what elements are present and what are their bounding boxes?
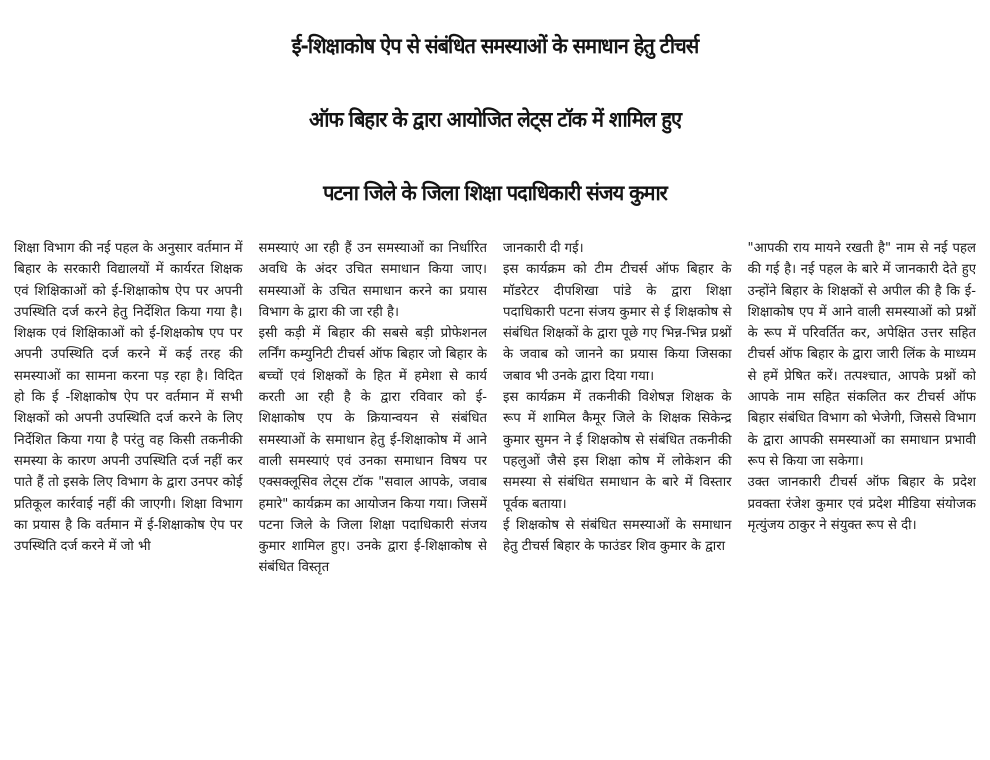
column-4-paragraph-2: उक्त जानकारी टीचर्स ऑफ बिहार के प्रदेश प्रवक्ता रंजेश कुमार एवं प्रदेश मीडिया संयोजक मृत्युंजय ठाकुर ने संयुक्त रूप से दी।	[747, 475, 976, 533]
article-column-4	[748, 238, 977, 753]
headline-line-2: ऑफ बिहार के द्वारा आयोजित लेट्स टॉक में शामिल हुए	[308, 106, 682, 132]
column-3-paragraph-4: ई शिक्षकोष से संबंधित समस्याओं के समाधान हेतु टीचर्स बिहार के फाउंडर शिव कुमार के द्वारा	[503, 517, 732, 555]
headline-line-1: ई-शिक्षाकोष ऐप से संबंधित समस्याओं के समाधान हेतु टीचर्स	[291, 32, 699, 59]
column-3-paragraph-1: जानकारी दी गई।	[503, 241, 584, 256]
headline-line-3: पटना जिले के जिला शिक्षा पदाधिकारी संजय कुमार	[323, 179, 667, 206]
article-body	[14, 238, 976, 753]
article-column-1	[14, 238, 243, 753]
column-3-paragraph-2: इस कार्यक्रम को टीम टीचर्स ऑफ बिहार के मॉडरेटर दीपशिखा पांडे के द्वारा शिक्षा पदाधिकारी पटना संजय कुमार से ई शिक्षकोष से संबंधित शिक्षकों के द्वारा पूछे गए भिन्न-भिन्न प्रश्नों के जवाब को जानने का प्रयास किया जिसका जबाव भी उनके द्वारा दिया गया।	[503, 262, 732, 384]
column-1-paragraph-1: शिक्षा विभाग की नई पहल के अनुसार वर्तमान में बिहार के सरकारी विद्यालयों में कार्यरत शिक्षक एवं शिक्षिकाओं को ई-शिक्षाकोष ऐप पर अपनी उपस्थिति दर्ज करने हेतु निर्देशित किया गया है। शिक्षक एवं शिक्षिकाओं को ई-शिक्षकोष एप पर अपनी उपस्थिति दर्ज करने में कई तरह की समस्याओं का सामना करना पड़ रहा है। विदित हो कि ई -शिक्षाकोष ऐप पर वर्तमान में सभी शिक्षकों को अपनी उपस्थिति दर्ज करने के लिए निर्देशित किया गया है परंतु वह किसी तकनीकी समस्या के कारण अपनी उपस्थिति दर्ज नहीं कर पाते हैं तो इसके लिए विभाग के द्वारा उनपर कोई प्रतिकूल कार्रवाई नहीं की जाएगी। शिक्षा विभाग का प्रयास है कि वर्तमान में ई-शिक्षाकोष ऐप पर उपस्थिति दर्ज करने में जो भी	[14, 241, 243, 555]
headline	[14, 9, 976, 230]
article-column-3	[503, 238, 732, 753]
column-4-paragraph-1: "आपकी राय मायने रखती है" नाम से नई पहल की गई है। नई पहल के बारे में जानकारी देते हुए उन्होंने बिहार के शिक्षकों से अपील की है कि ई-शिक्षाकोष एप में आने वाली समस्याओं को प्रश्नों के रूप में परिवर्तित कर, अपेक्षित उत्तर सहित टीचर्स ऑफ बिहार के द्वारा जारी लिंक के माध्यम से हमें प्रेषित करें। तत्पश्चात, आपके प्रश्नों को आपके नाम सहित संकलित कर टीचर्स ऑफ बिहार संबंधित विभाग को भेजेगी, जिससे विभाग के द्वारा आपकी समस्याओं का समाधान प्रभावी रूप से किया जा सकेगा।	[747, 241, 976, 469]
column-3-paragraph-3: इस कार्यक्रम में तकनीकी विशेषज्ञ शिक्षक के रूप में शामिल कैमूर जिले के शिक्षक सिकेन्द्र कुमार सुमन ने ई शिक्षकोष से संबंधित तकनीकी पहलुओं जैसे इस शिक्षा कोष में लोकेशन की समस्या से संबंधित समाधान के बारे में विस्तार पूर्वक बताया।	[503, 390, 732, 512]
column-2-paragraph-2: इसी कड़ी में बिहार की सबसे बड़ी प्रोफेशनल लर्निंग कम्युनिटी टीचर्स ऑफ बिहार जो बिहार के बच्चों एवं शिक्षकों के हित में हमेशा से कार्य करती आ रही है के द्वारा रविवार को ई-शिक्षाकोष एप के क्रियान्वयन से संबंधित समस्याओं के समाधान हेतु ई-शिक्षाकोष में आने वाली समस्याएं एवं उनका समाधान विषय पर एक्सक्लूसिव लेट्स टॉक "सवाल आपके, जवाब हमारे" कार्यक्रम का आयोजन किया गया। जिसमें पटना जिले के जिला शिक्षा पदाधिकारी संजय कुमार शामिल हुए। उनके द्वारा ई-शिक्षाकोष से संबंधित विस्तृत	[258, 326, 487, 576]
column-2-paragraph-1: समस्याएं आ रही हैं उन समस्याओं का निर्धारित अवधि के अंदर उचित समाधान किया जाए। समस्याओं के उचित समाधान करने का प्रयास विभाग के द्वारा की जा रही है।	[258, 241, 487, 320]
article-column-2	[259, 238, 488, 753]
